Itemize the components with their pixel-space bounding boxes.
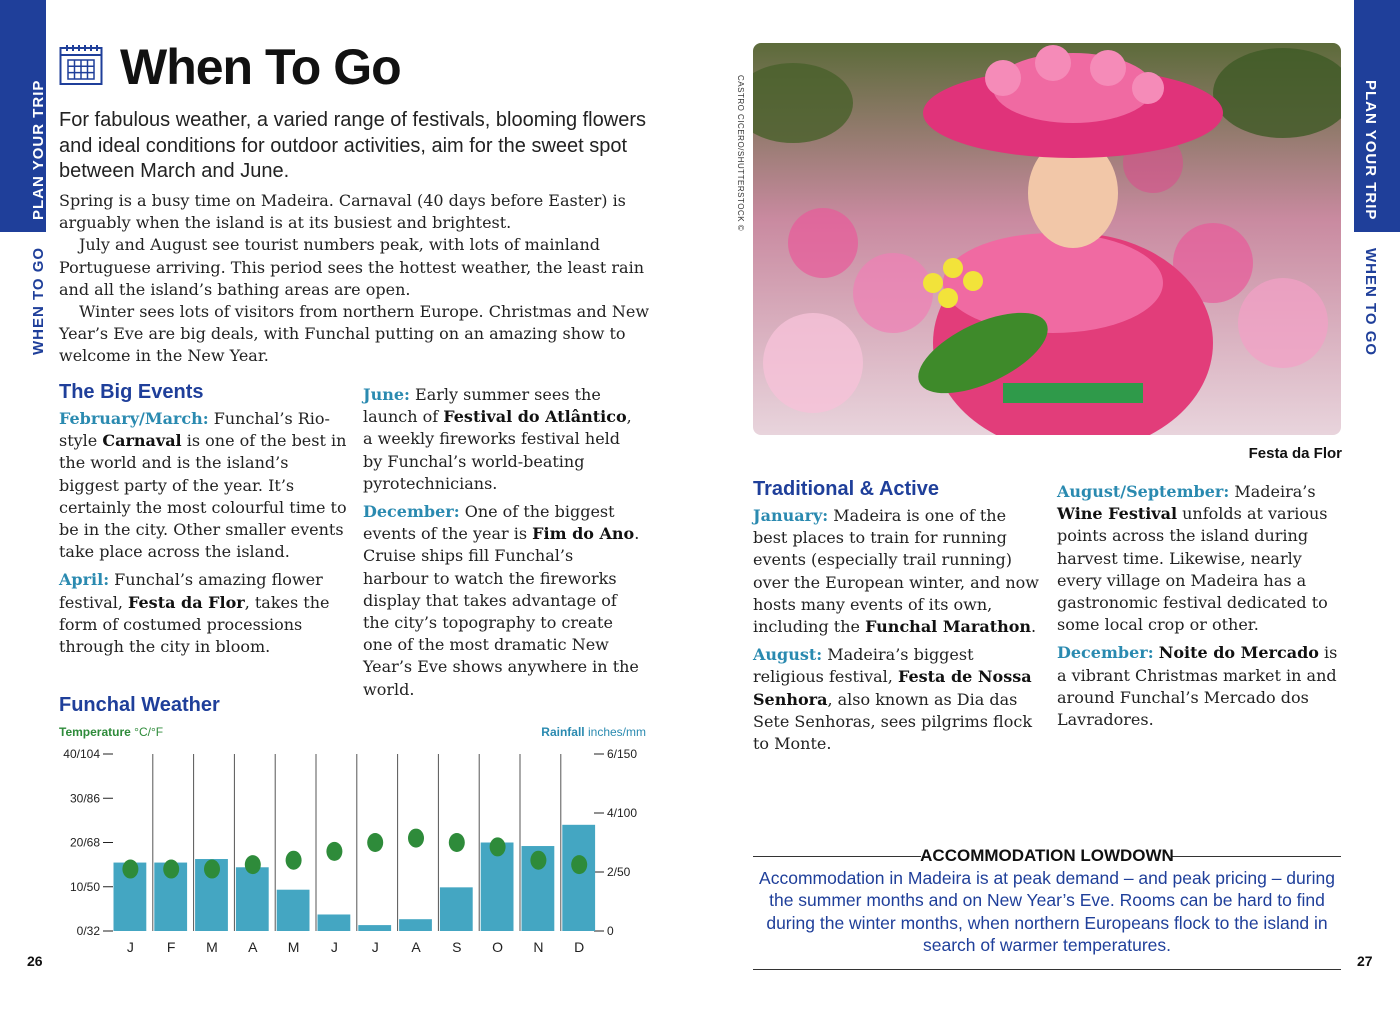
body-paragraph: July and August see tourist numbers peak, with lots of mainland Portuguese arriving. This period sees the hottest weather, the least rain and all the island’s bathing areas are open. [59,235,645,299]
temperature-tick-label: 20/68 [69,835,100,850]
rainfall-tick-label: 6/150 [607,747,638,761]
event-month: February/March: [59,409,209,428]
photo-caption: Festa da Flor [1248,445,1342,462]
photo-credit: CASTRO CICERO/SHUTTERSTOCK © [736,75,745,232]
month-label: M [287,939,300,955]
month-label: A [248,939,258,955]
event-december-market: December: Noite do Mercado is a vibrant Christmas market in and around Funchal’s Mercado dos Lavradores. [1057,643,1338,730]
temperature-point [245,855,261,874]
temperature-point [367,833,383,852]
page-number-left: 26 [27,953,43,969]
event-month: August: [753,645,823,665]
side-label-plan-your-trip-right: PLAN YOUR TRIP [1362,80,1379,221]
rainfall-bar [236,867,269,931]
event-feb-mar: February/March: Funchal’s Rio-style Carnaval is one of the best in the world and is the island’s biggest party of the year. It’s certainly the most colourful time to be in the city. Other smaller events take place across the island. [59,409,347,562]
temperature-point [449,833,465,852]
temperature-point [326,842,342,861]
event-month: June: [363,385,410,404]
temperature-point [286,851,302,870]
temperature-point [163,860,179,879]
page-number-right: 27 [1357,953,1373,969]
temperature-tick-label: 30/86 [69,791,100,806]
month-label: O [492,939,504,955]
temperature-tick-label: 0/32 [76,924,100,938]
event-month: January: [753,506,829,525]
rainfall-bar [399,919,432,931]
rainfall-bar [358,925,391,931]
weather-chart [50,720,650,960]
event-month: April: [59,570,110,590]
temperature-point [571,855,587,874]
traditional-column-1 [753,505,1041,761]
rainfall-tick-label: 2/50 [607,865,631,879]
temperature-point [204,860,220,879]
month-label: N [533,939,544,955]
calendar-icon [59,44,103,86]
event-aug-sep: August/September: Madeira’s Wine Festival unfolds at various points across the island during harvest time. Likewise, nearly every village on Madeira has a gastronomic festival dedicated to some local crop or other. [1057,482,1328,635]
lowdown-bottom-rule [753,969,1341,970]
month-label: J [330,939,338,955]
rainfall-axis-label: Rainfall inches/mm [541,725,646,739]
side-label-when-to-go-right: WHEN TO GO [1362,248,1379,357]
month-label: J [371,939,379,955]
chart-title: Funchal Weather [59,694,220,716]
event-august: August: Madeira’s biggest religious festival, Festa de Nossa Senhora, also known as Dia das Sete Senhoras, sees pilgrims flock to Monte. [753,645,1033,754]
event-december: December: One of the biggest events of the year is Fim do Ano. Cruise ships fill Funchal’s harbour to watch the fireworks display that takes advantage of the city’s topography to create one of the most dramatic New Year’s Eve shows anywhere in the world. [363,502,640,699]
rainfall-bar [277,890,310,931]
month-label: J [126,939,134,955]
event-january: January: Madeira is one of the best places to train for running events (especially trail running) over the European winter, and now hosts many events of its own, including the Funchal Marathon. [753,506,1039,637]
temperature-point [490,837,506,856]
month-label: A [411,939,421,955]
body-text [59,190,649,368]
event-month: December: [1057,643,1154,663]
rainfall-tick-label: 4/100 [607,806,638,820]
lowdown-heading: ACCOMMODATION LOWDOWN [920,846,1174,865]
traditional-heading: Traditional & Active [753,478,939,500]
lowdown-text: Accommodation in Madeira is at peak demand – and peak pricing – during the summer months and on New Year’s Eve. Rooms can be hard to find during the winter months, when northern Europeans flock to the island in search of warmer temperatures. [759,868,1335,956]
rainfall-tick-label: 0 [607,924,614,938]
big-events-column-1 [59,408,347,664]
event-month: August/September: [1057,482,1230,501]
big-events-column-2 [363,384,643,707]
intro-text: For fabulous weather, a varied range of festivals, blooming flowers and ideal conditions for outdoor activities, aim for the sweet spot between March and June. [59,109,646,182]
event-june: June: Early summer sees the launch of Festival do Atlântico, a weekly fireworks festival held by Funchal’s world-beating pyrotechnicians. [363,385,632,493]
body-paragraph: Winter sees lots of visitors from northern Europe. Christmas and New Year’s Eve are big deals, with Funchal putting on an amazing show to welcome in the New Year. [59,302,650,366]
event-april: April: Funchal’s amazing flower festival, Festa da Flor, takes the form of costumed processions through the city in bloom. [59,570,330,657]
temperature-axis-label: Temperature °C/°F [59,725,164,739]
page-title: When To Go [120,39,401,95]
temperature-tick-label: 10/50 [69,879,100,894]
month-label: S [452,939,462,955]
big-events-heading: The Big Events [59,381,204,403]
event-month: December: [363,502,460,522]
temperature-point [408,829,424,848]
lowdown-header [753,846,1341,866]
rainfall-bar [440,887,473,931]
rainfall-bar [562,825,595,931]
temperature-tick-label: 40/104 [63,747,100,761]
body-paragraph: Spring is a busy time on Madeira. Carnaval (40 days before Easter) is arguably when the island is at its busiest and brightest. [59,191,626,233]
rainfall-bar [318,914,351,931]
month-label: M [206,939,218,955]
month-label: D [574,939,585,955]
festival-photo [753,43,1341,435]
side-label-when-to-go-left: WHEN TO GO [30,246,47,355]
month-label: F [166,939,176,955]
temperature-point [530,851,546,870]
traditional-column-2 [1057,481,1341,737]
temperature-point [122,860,138,879]
side-label-plan-your-trip-left: PLAN YOUR TRIP [30,79,47,220]
